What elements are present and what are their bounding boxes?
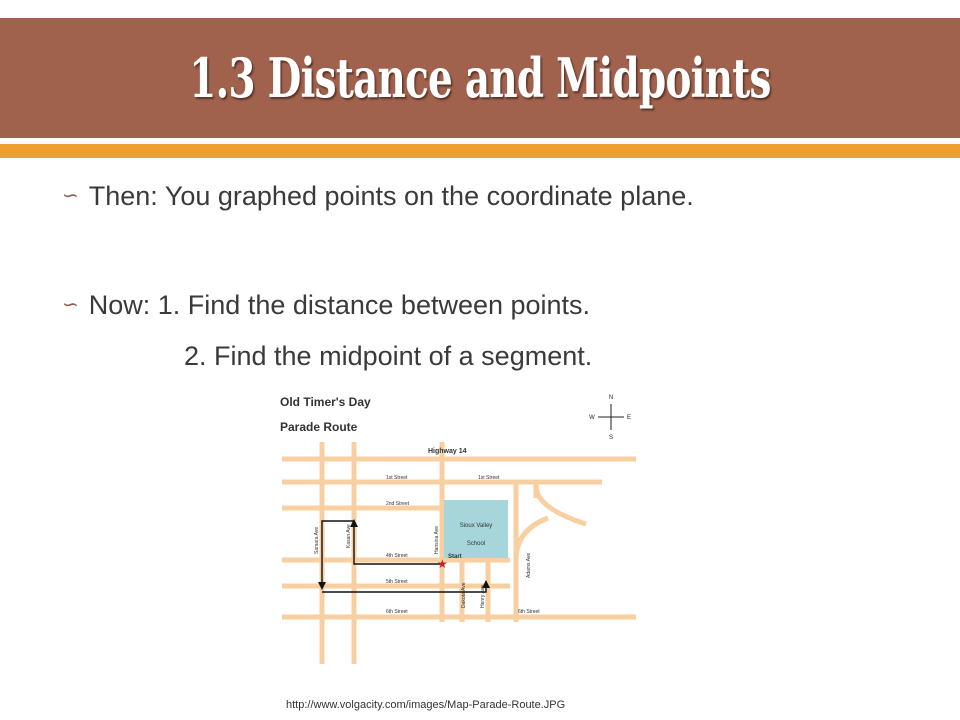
first-street-label: 1st Street xyxy=(478,475,500,481)
parade-route-map xyxy=(272,382,652,664)
school-label-2: School xyxy=(466,541,486,547)
school-label-1: Sioux Valley xyxy=(459,523,493,529)
compass-e: E xyxy=(626,415,632,421)
start-star-icon: ★ xyxy=(437,557,448,571)
hansina-ave-label: Hansina Ave xyxy=(434,526,440,554)
sixth-street-label: 6th Street xyxy=(386,609,408,615)
first-street-label: 1st Street xyxy=(386,475,408,481)
title-bar xyxy=(0,18,960,138)
henry-ave-label: Henry Ave xyxy=(480,585,486,608)
now-item-2: 2. Find the midpoint of a segment. xyxy=(184,341,593,371)
curl-bullet-icon: ∽ xyxy=(62,294,79,316)
fourth-street-label: 4th Street xyxy=(386,553,408,559)
now-text: Now: 1. Find the distance between points. xyxy=(88,290,591,320)
compass-icon xyxy=(598,404,624,430)
curl-bullet-icon: ∽ xyxy=(62,185,79,207)
map-title-1: Old Timer's Day xyxy=(280,395,371,409)
then-bullet xyxy=(62,181,694,212)
slide-title: 1.3 Distance and Midpoints xyxy=(189,46,771,110)
map-title-2: Parade Route xyxy=(280,420,358,434)
then-text: Then: You graphed points on the coordinate plane. xyxy=(88,181,694,211)
kasan-ave-label: Kasan Ave xyxy=(346,524,352,548)
second-street-label: 2nd Street xyxy=(386,501,410,507)
adams-ave-label: Adams Ave xyxy=(526,552,532,578)
now-bullet xyxy=(62,290,590,321)
fifth-street-label: 5th Street xyxy=(386,579,408,585)
samara-ave-label: Samara Ave xyxy=(314,526,320,554)
school-block xyxy=(444,500,508,558)
compass-n: N xyxy=(608,395,614,401)
curve-road-2 xyxy=(516,518,548,560)
start-label: Start xyxy=(448,554,462,560)
compass-s: S xyxy=(608,435,614,441)
accent-stripe xyxy=(0,144,960,158)
dakota-ave-label: Dakota Ave xyxy=(461,582,467,608)
highway-label: Highway 14 xyxy=(428,448,467,455)
sixth-street-label: 6th Street xyxy=(518,609,540,615)
compass-w: W xyxy=(589,415,595,421)
source-url: http://www.volgacity.com/images/Map-Parade-Route.JPG xyxy=(286,699,566,711)
